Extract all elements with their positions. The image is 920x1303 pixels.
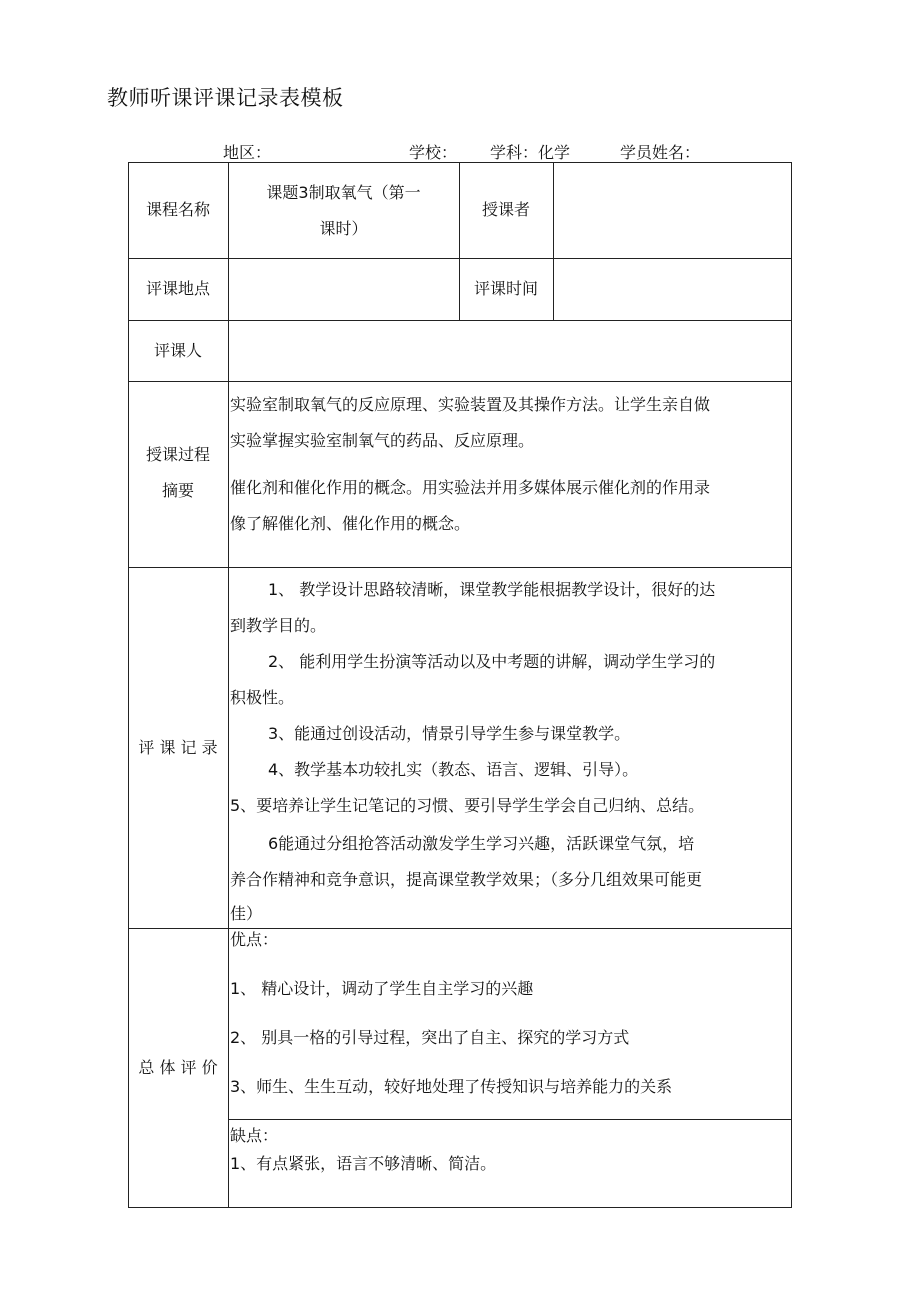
teacher-label: 授课者 [481, 200, 530, 219]
course-name-value [228, 175, 459, 247]
student-name-label: 学员姓名： [620, 143, 701, 162]
weakness-item: 1、有点紧张，语言不够清晰、简洁。 [230, 1154, 497, 1173]
summary-label [128, 437, 228, 509]
summary-label-line: 授课过程 [145, 445, 210, 464]
record-text-line: 积极性。 [230, 688, 295, 707]
place-label: 评课地点 [145, 279, 210, 298]
summary-text-line: 催化剂和催化作用的概念。用实验法并用多媒体展示催化剂的作用录 [230, 478, 711, 497]
time-label: 评课时间 [473, 279, 538, 298]
record-text-line: 到教学目的。 [230, 616, 327, 635]
record-text-line: 养合作精神和竞争意识，提高课堂教学效果；（多分几组效果可能更 [230, 870, 703, 889]
record-text-line: 4、教学基本功较扎实（教态、语言、逻辑、引导）。 [268, 760, 639, 779]
teacher-value [553, 162, 791, 258]
strengths-weaknesses-divider [228, 1119, 792, 1120]
summary-label-line: 摘要 [161, 481, 194, 500]
strengths-title: 优点： [230, 930, 279, 949]
strength-item: 1、 精心设计，调动了学生自主学习的兴趣 [230, 979, 534, 998]
strength-item: 2、 别具一格的引导过程，突出了自主、探究的学习方式 [230, 1028, 630, 1047]
course-name-line: 课题3制取氧气（第一 [266, 183, 421, 202]
overall-label: 总 体 评 价 [138, 1057, 218, 1077]
summary-text-line: 实验室制取氧气的反应原理、实验装置及其操作方法。让学生亲自做 [230, 395, 711, 414]
subject-label: 学科：化学 [490, 143, 571, 162]
record-text-line: 佳） [230, 904, 263, 923]
reviewer-label: 评课人 [153, 340, 202, 360]
table-border-right [791, 162, 792, 1208]
school-label: 学校： [409, 143, 458, 162]
summary-text-line: 像了解催化剂、催化作用的概念。 [230, 514, 471, 533]
place-value [228, 258, 459, 320]
record-text-line: 3、能通过创设活动，情景引导学生参与课堂教学。 [268, 724, 631, 743]
record-text-line: 5、要培养让学生记笔记的习惯、要引导学生学会自己归纳、总结。 [230, 796, 705, 815]
record-text-line: 6能通过分组抢答活动激发学生学习兴趣，活跃课堂气氛，培 [268, 834, 695, 853]
summary-text-line: 实验掌握实验室制氧气的药品、反应原理。 [230, 431, 535, 450]
record-text-line: 2、 能利用学生扮演等活动以及中考题的讲解，调动学生学习的 [268, 652, 716, 671]
strength-item: 3、师生、生生互动，较好地处理了传授知识与培养能力的关系 [230, 1077, 673, 1096]
record-label: 评 课 记 录 [138, 737, 218, 757]
weaknesses-title: 缺点： [230, 1126, 279, 1145]
page-title: 教师听课评课记录表模板 [107, 86, 344, 110]
time-value [553, 258, 791, 320]
course-name-label: 课程名称 [145, 200, 210, 219]
region-label: 地区： [223, 143, 272, 162]
course-name-line: 课时） [319, 219, 368, 238]
reviewer-value [228, 320, 791, 381]
record-text-line: 1、 教学设计思路较清晰，课堂教学能根据教学设计，很好的达 [268, 580, 716, 599]
